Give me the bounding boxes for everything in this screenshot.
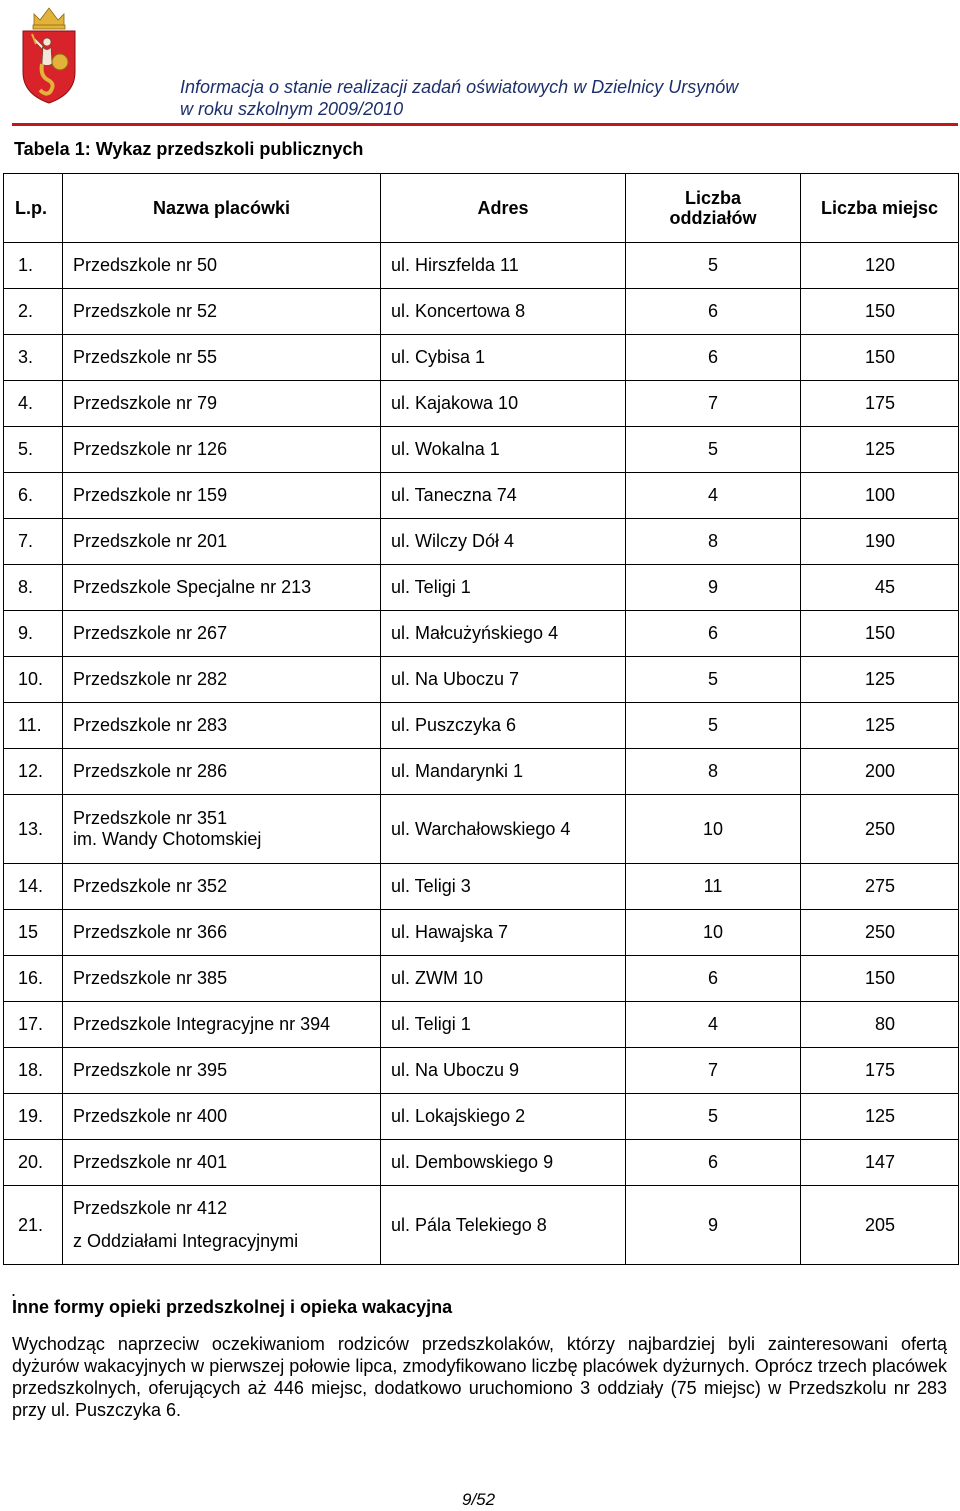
cell-places: 120 xyxy=(801,243,959,289)
cell-name-line1: Przedszkole nr 52 xyxy=(73,301,218,321)
cell-address: ul. Cybisa 1 xyxy=(381,335,626,381)
cell-name xyxy=(63,864,381,910)
column-header-groups-line2: oddziałów xyxy=(669,208,757,228)
table-row xyxy=(4,519,959,565)
cell-name xyxy=(63,381,381,427)
table-row xyxy=(4,243,959,289)
cell-places: 125 xyxy=(801,703,959,749)
table-row xyxy=(4,657,959,703)
header-line-1: Informacja o stanie realizacji zadań oświatowych w Dzielnicy Ursynów xyxy=(180,77,739,97)
cell-lp: 16. xyxy=(4,956,63,1002)
cell-name-line1: Przedszkole nr 412 xyxy=(73,1198,228,1218)
column-header-address: Adres xyxy=(381,174,626,243)
cell-address: ul. Teligi 1 xyxy=(381,1002,626,1048)
cell-name-line1: Przedszkole nr 401 xyxy=(73,1152,228,1172)
cell-lp: 8. xyxy=(4,565,63,611)
cell-name-line1: Przedszkole Integracyjne nr 394 xyxy=(73,1014,331,1034)
table-row xyxy=(4,703,959,749)
header-line-2: w roku szkolnym 2009/2010 xyxy=(180,99,404,119)
cell-name-line1: Przedszkole nr 283 xyxy=(73,715,228,735)
cell-places: 205 xyxy=(801,1186,959,1265)
cell-name xyxy=(63,473,381,519)
cell-address: ul. Taneczna 74 xyxy=(381,473,626,519)
cell-groups: 4 xyxy=(626,473,801,519)
table-row xyxy=(4,1002,959,1048)
cell-lp: 19. xyxy=(4,1094,63,1140)
cell-groups: 5 xyxy=(626,703,801,749)
cell-name xyxy=(63,427,381,473)
cell-lp: 5. xyxy=(4,427,63,473)
section-title: Inne formy opieki przedszkolnej i opieka wakacyjna xyxy=(12,1297,453,1317)
cell-name-line1: Przedszkole nr 159 xyxy=(73,485,228,505)
cell-lp: 20. xyxy=(4,1140,63,1186)
table-row xyxy=(4,864,959,910)
cell-name-line1: Przedszkole nr 352 xyxy=(73,876,228,896)
cell-places: 45 xyxy=(801,565,959,611)
cell-lp: 2. xyxy=(4,289,63,335)
table-row xyxy=(4,473,959,519)
cell-name-line1: Przedszkole nr 267 xyxy=(73,623,228,643)
cell-groups: 5 xyxy=(626,243,801,289)
cell-lp: 13. xyxy=(4,795,63,864)
cell-groups: 7 xyxy=(626,381,801,427)
table-row xyxy=(4,289,959,335)
cell-groups: 6 xyxy=(626,289,801,335)
table-row xyxy=(4,565,959,611)
cell-lp: 17. xyxy=(4,1002,63,1048)
table-row xyxy=(4,427,959,473)
cell-groups: 10 xyxy=(626,910,801,956)
cell-places: 250 xyxy=(801,795,959,864)
cell-name xyxy=(63,519,381,565)
cell-lp: 12. xyxy=(4,749,63,795)
cell-name-line2: im. Wandy Chotomskiej xyxy=(73,829,262,849)
stray-dot: . xyxy=(11,1280,17,1300)
cell-places: 175 xyxy=(801,381,959,427)
cell-groups: 9 xyxy=(626,565,801,611)
cell-name xyxy=(63,910,381,956)
cell-name xyxy=(63,565,381,611)
cell-places: 80 xyxy=(801,1002,959,1048)
cell-places: 200 xyxy=(801,749,959,795)
cell-address: ul. ZWM 10 xyxy=(381,956,626,1002)
cell-name xyxy=(63,749,381,795)
cell-places: 190 xyxy=(801,519,959,565)
cell-name xyxy=(63,1186,381,1265)
cell-places: 125 xyxy=(801,657,959,703)
cell-places: 250 xyxy=(801,910,959,956)
cell-address: ul. Kajakowa 10 xyxy=(381,381,626,427)
cell-name-line1: Przedszkole nr 50 xyxy=(73,255,218,275)
cell-places: 150 xyxy=(801,335,959,381)
cell-address: ul. Teligi 1 xyxy=(381,565,626,611)
cell-address: ul. Hawajska 7 xyxy=(381,910,626,956)
table-row xyxy=(4,910,959,956)
table-row xyxy=(4,1186,959,1265)
cell-name-line1: Przedszkole nr 395 xyxy=(73,1060,228,1080)
cell-name xyxy=(63,1048,381,1094)
table-title: Tabela 1: Wykaz przedszkoli publicznych xyxy=(14,139,364,159)
cell-lp: 9. xyxy=(4,611,63,657)
cell-name-line1: Przedszkole nr 286 xyxy=(73,761,228,781)
table-header-row xyxy=(4,174,959,243)
cell-address: ul. Lokajskiego 2 xyxy=(381,1094,626,1140)
cell-lp: 3. xyxy=(4,335,63,381)
page-number: 9/52 xyxy=(462,1490,496,1509)
cell-name xyxy=(63,335,381,381)
cell-name xyxy=(63,956,381,1002)
cell-name-line1: Przedszkole nr 400 xyxy=(73,1106,228,1126)
warsaw-coat-of-arms-icon xyxy=(20,4,78,104)
table-row xyxy=(4,956,959,1002)
cell-places: 147 xyxy=(801,1140,959,1186)
column-header-lp: L.p. xyxy=(4,174,63,243)
cell-name xyxy=(63,657,381,703)
table-row xyxy=(4,749,959,795)
cell-places: 275 xyxy=(801,864,959,910)
cell-groups: 6 xyxy=(626,956,801,1002)
table-row xyxy=(4,381,959,427)
cell-address: ul. Dembowskiego 9 xyxy=(381,1140,626,1186)
header-divider xyxy=(12,123,958,126)
cell-groups: 10 xyxy=(626,795,801,864)
cell-groups: 9 xyxy=(626,1186,801,1265)
document-header xyxy=(180,76,738,120)
cell-name xyxy=(63,1094,381,1140)
cell-name-line1: Przedszkole Specjalne nr 213 xyxy=(73,577,312,597)
cell-places: 100 xyxy=(801,473,959,519)
cell-address: ul. Mandarynki 1 xyxy=(381,749,626,795)
cell-name xyxy=(63,611,381,657)
column-header-places: Liczba miejsc xyxy=(801,174,959,243)
cell-name xyxy=(63,703,381,749)
cell-name-line1: Przedszkole nr 385 xyxy=(73,968,228,988)
cell-groups: 4 xyxy=(626,1002,801,1048)
cell-address: ul. Warchałowskiego 4 xyxy=(381,795,626,864)
cell-lp: 6. xyxy=(4,473,63,519)
body-paragraph: Wychodząc naprzeciw oczekiwaniom rodziców przedszkolaków, którzy najbardziej byli zainteresowani ofertą dyżurów wakacyjnych w pierwszej połowie lipca, zmodyfikowano liczbę placówek dyżurnych. Oprócz trzech placówek przedszkolnych, oferujących aż 446 miejsc, dodatkowo uruchomiono 3 oddziały (75 miejsc) w Przedszkolu nr 283 przy ul. Puszczyka 6. xyxy=(12,1334,947,1420)
cell-address: ul. Wokalna 1 xyxy=(381,427,626,473)
cell-lp: 15 xyxy=(4,910,63,956)
cell-name-line1: Przedszkole nr 55 xyxy=(73,347,218,367)
table-body xyxy=(4,243,959,1265)
cell-places: 125 xyxy=(801,427,959,473)
cell-groups: 5 xyxy=(626,657,801,703)
cell-name xyxy=(63,289,381,335)
cell-groups: 8 xyxy=(626,519,801,565)
cell-lp: 1. xyxy=(4,243,63,289)
cell-address: ul. Pála Telekiego 8 xyxy=(381,1186,626,1265)
cell-groups: 6 xyxy=(626,335,801,381)
cell-address: ul. Wilczy Dół 4 xyxy=(381,519,626,565)
table-row xyxy=(4,1094,959,1140)
cell-name-line1: Przedszkole nr 282 xyxy=(73,669,228,689)
table-row xyxy=(4,1048,959,1094)
cell-places: 125 xyxy=(801,1094,959,1140)
cell-address: ul. Małcużyńskiego 4 xyxy=(381,611,626,657)
cell-address: ul. Na Uboczu 7 xyxy=(381,657,626,703)
cell-address: ul. Na Uboczu 9 xyxy=(381,1048,626,1094)
table-row xyxy=(4,795,959,864)
table-row xyxy=(4,1140,959,1186)
cell-groups: 5 xyxy=(626,1094,801,1140)
cell-address: ul. Teligi 3 xyxy=(381,864,626,910)
table-row xyxy=(4,335,959,381)
cell-name-line1: Przedszkole nr 126 xyxy=(73,439,228,459)
cell-name xyxy=(63,795,381,864)
cell-groups: 5 xyxy=(626,427,801,473)
cell-lp: 14. xyxy=(4,864,63,910)
cell-groups: 8 xyxy=(626,749,801,795)
cell-address: ul. Puszczyka 6 xyxy=(381,703,626,749)
cell-name xyxy=(63,1002,381,1048)
cell-lp: 7. xyxy=(4,519,63,565)
cell-address: ul. Hirszfelda 11 xyxy=(381,243,626,289)
cell-address: ul. Koncertowa 8 xyxy=(381,289,626,335)
cell-lp: 21. xyxy=(4,1186,63,1265)
cell-name-line1: Przedszkole nr 79 xyxy=(73,393,218,413)
cell-places: 150 xyxy=(801,611,959,657)
cell-groups: 7 xyxy=(626,1048,801,1094)
cell-lp: 4. xyxy=(4,381,63,427)
cell-places: 175 xyxy=(801,1048,959,1094)
cell-name-line1: Przedszkole nr 351 xyxy=(73,808,228,828)
cell-places: 150 xyxy=(801,956,959,1002)
cell-name-line2: z Oddziałami Integracyjnymi xyxy=(73,1231,299,1251)
cell-groups: 6 xyxy=(626,611,801,657)
cell-name xyxy=(63,1140,381,1186)
cell-groups: 6 xyxy=(626,1140,801,1186)
column-header-groups xyxy=(626,174,801,243)
column-header-name: Nazwa placówki xyxy=(63,174,381,243)
preschool-table xyxy=(3,173,959,1265)
cell-places: 150 xyxy=(801,289,959,335)
cell-groups: 11 xyxy=(626,864,801,910)
table-row xyxy=(4,611,959,657)
cell-name-line1: Przedszkole nr 201 xyxy=(73,531,228,551)
column-header-groups-line1: Liczba xyxy=(684,188,741,208)
cell-name-line1: Przedszkole nr 366 xyxy=(73,922,228,942)
cell-lp: 18. xyxy=(4,1048,63,1094)
cell-lp: 10. xyxy=(4,657,63,703)
cell-name xyxy=(63,243,381,289)
cell-lp: 11. xyxy=(4,703,63,749)
